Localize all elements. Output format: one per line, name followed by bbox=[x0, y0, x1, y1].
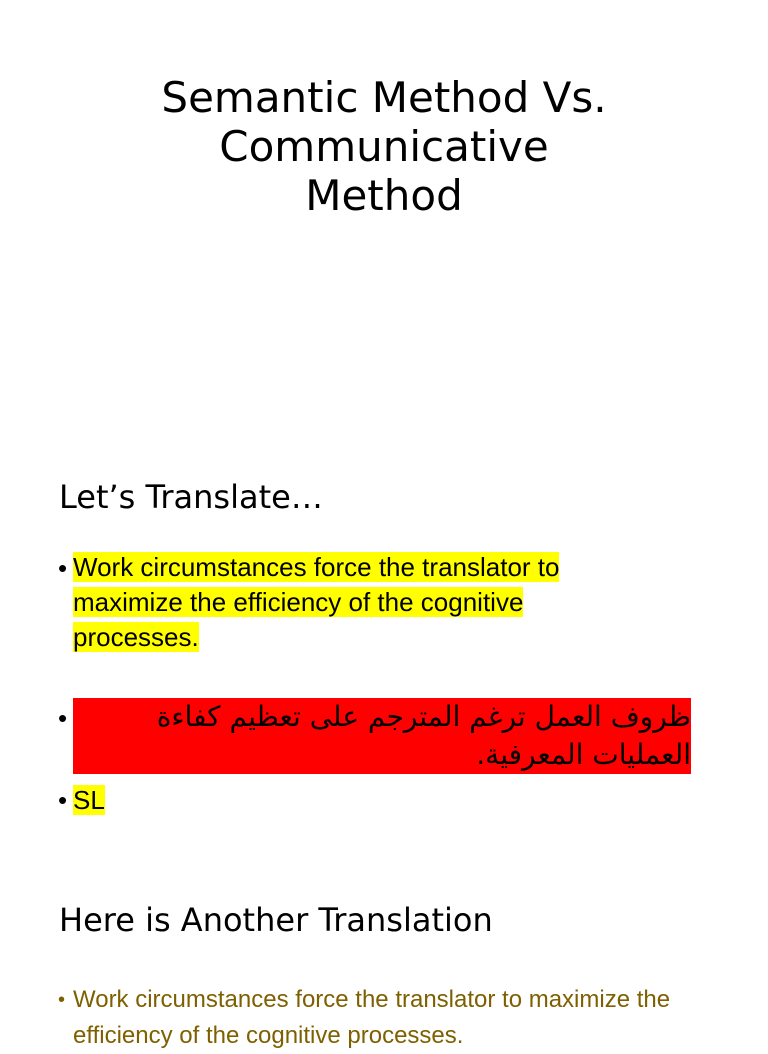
bullet-dot-icon: • bbox=[58, 553, 68, 583]
title-line-3: Method bbox=[305, 171, 463, 220]
title-line-1: Semantic Method Vs. bbox=[161, 73, 607, 122]
title-line-2: Communicative bbox=[219, 122, 549, 171]
bullet-text: Work circumstances force the translator to maximize the efficiency of the cognitive processes. bbox=[73, 552, 560, 652]
bullet-list bbox=[58, 982, 758, 1054]
bullet-list bbox=[58, 550, 698, 818]
translate-slide bbox=[0, 470, 768, 870]
bullet-dot-icon: • bbox=[58, 703, 68, 733]
bullet-dot-icon: • bbox=[58, 785, 68, 815]
bullet-text: ظروف العمل ترغم المترجم على تعظيم كفاءة العمليات المعرفية. bbox=[73, 698, 691, 774]
slide-heading: Let’s Translate… bbox=[59, 478, 323, 516]
bullet-item-english-source bbox=[58, 982, 758, 1054]
slide-heading: Here is Another Translation bbox=[59, 901, 493, 939]
bullet-text: SL bbox=[73, 785, 105, 815]
another-translation-slide bbox=[0, 890, 768, 1049]
title-slide bbox=[0, 0, 768, 460]
bullet-dot-icon: • bbox=[58, 989, 66, 1011]
bullet-item-arabic-translation bbox=[58, 698, 698, 774]
bullet-item-english-source bbox=[58, 550, 633, 655]
slide-title bbox=[0, 73, 768, 220]
bullet-text: Work circumstances force the translator to maximize the efficiency of the cognitive processes. bbox=[73, 986, 671, 1049]
bullet-item-sl bbox=[58, 782, 698, 818]
